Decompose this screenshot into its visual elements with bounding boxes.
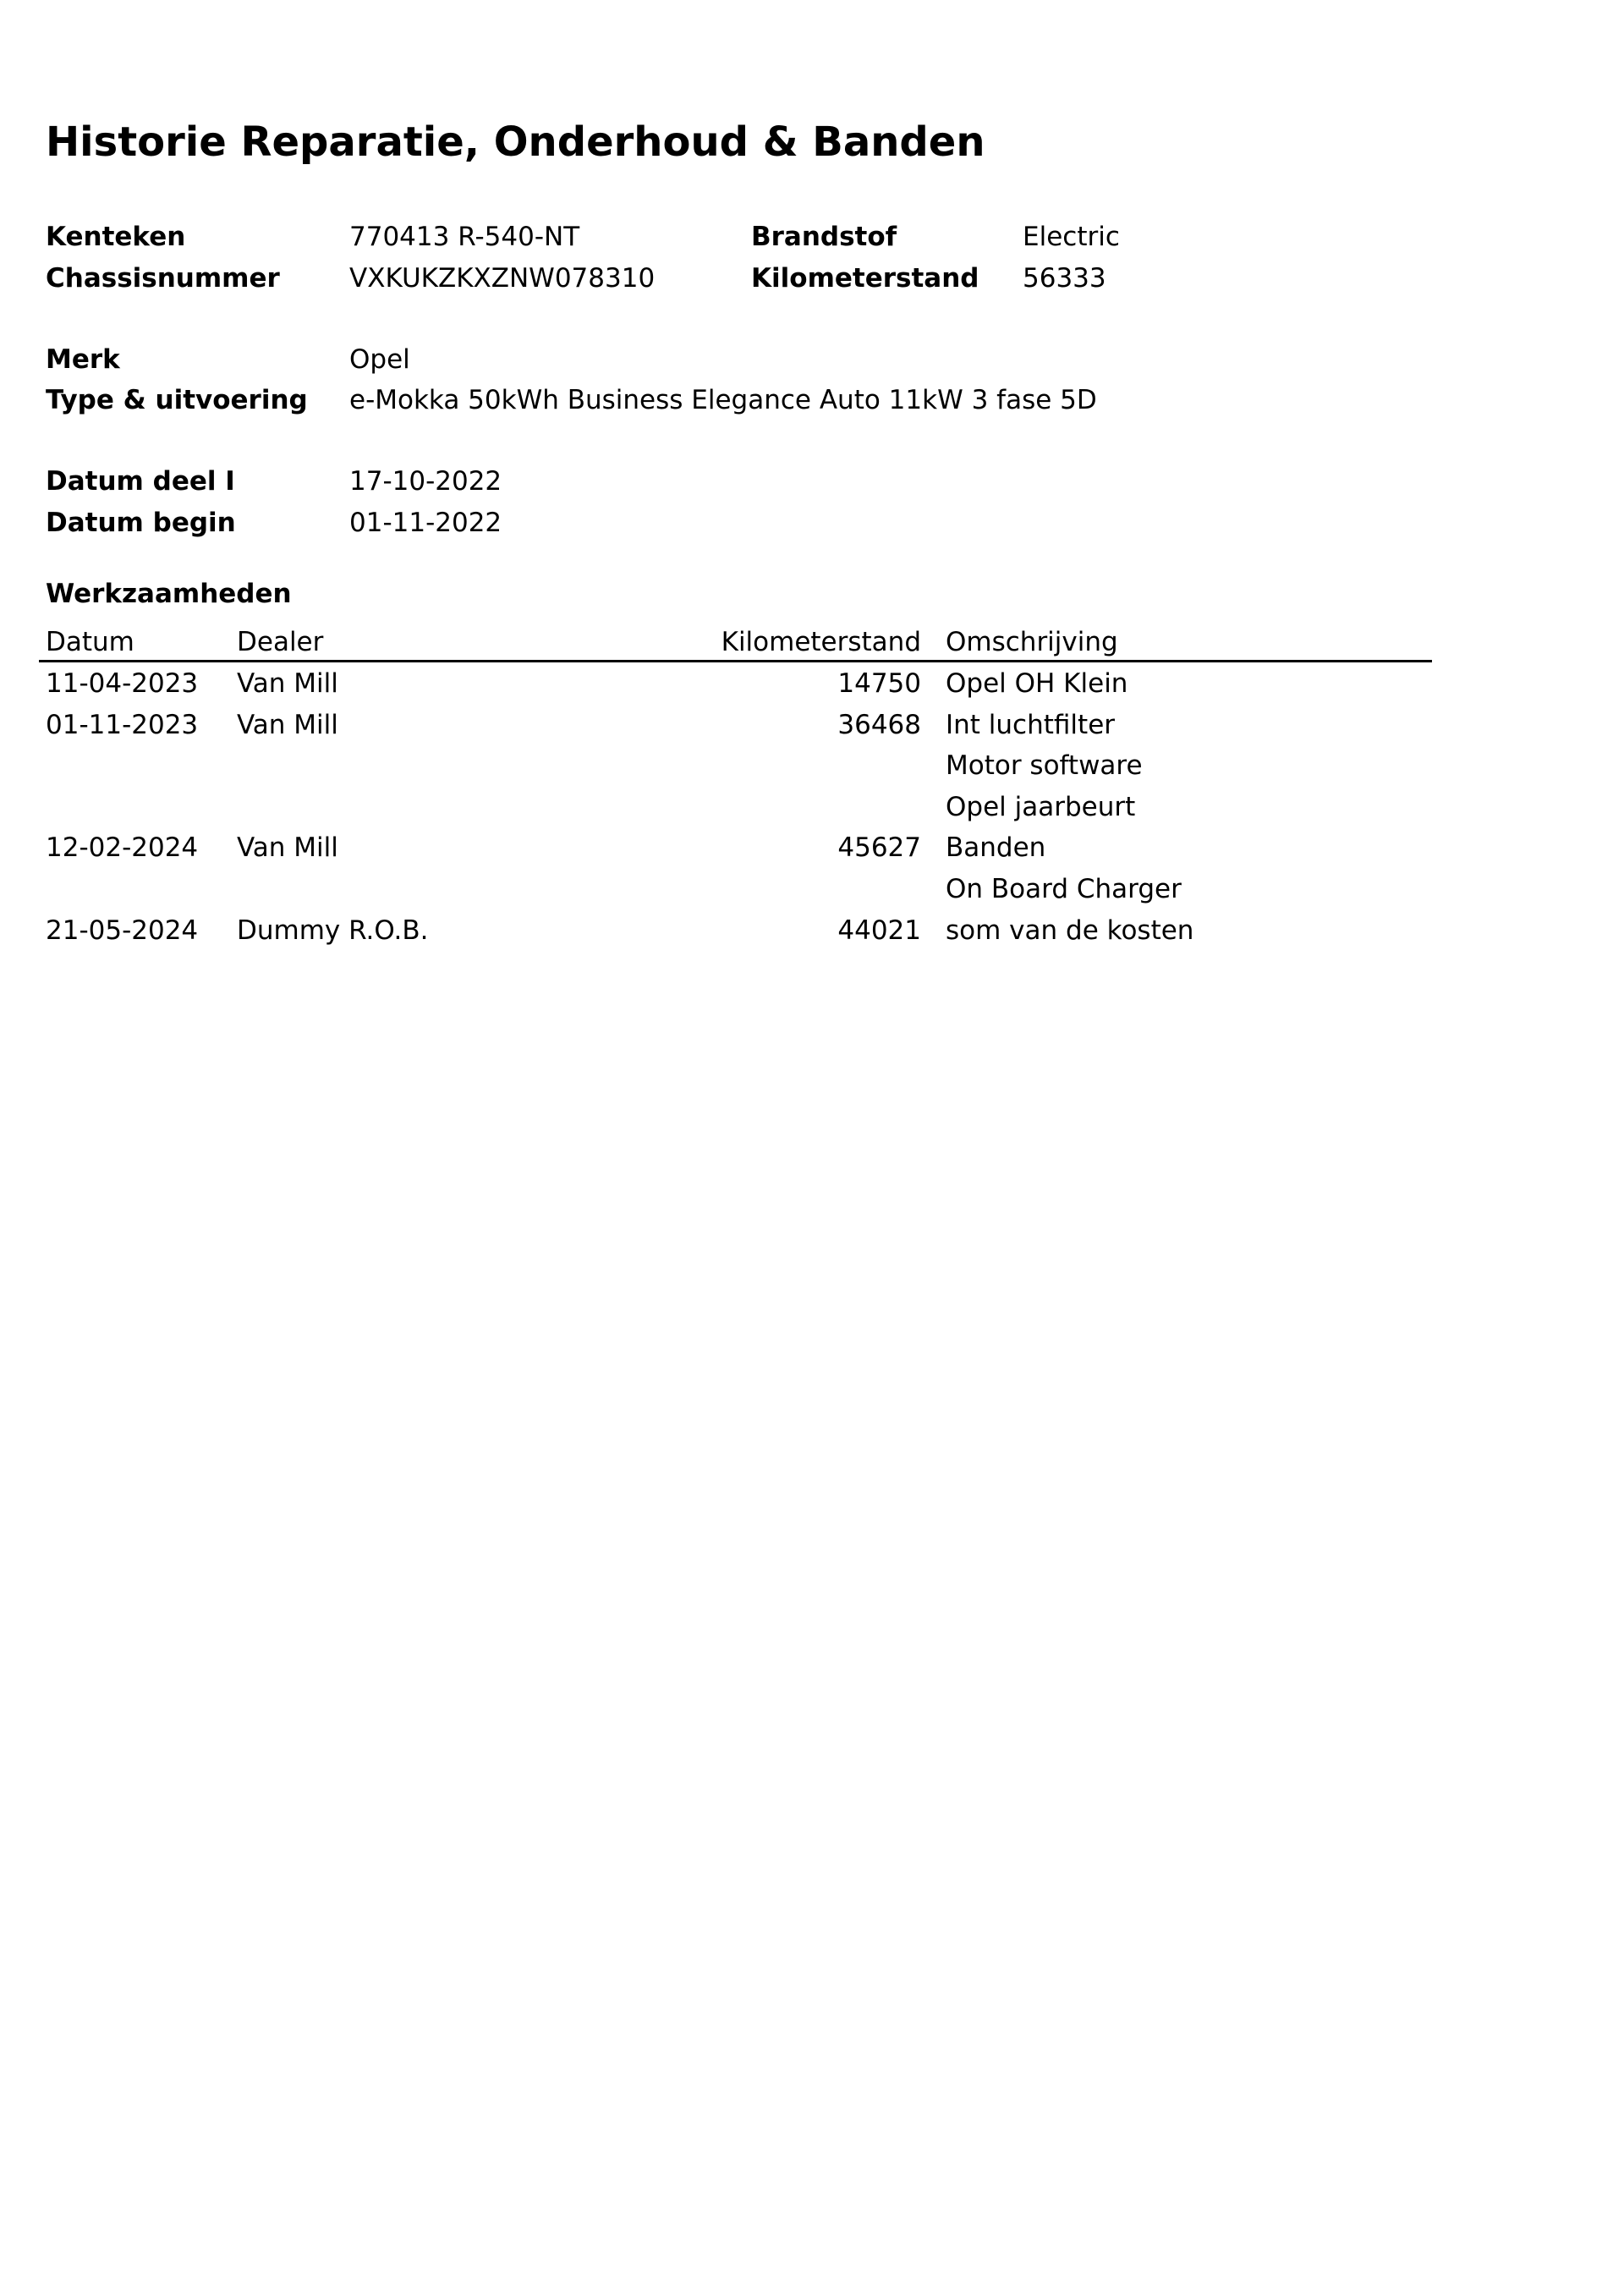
row-kilometerstand: 44021 [837, 915, 921, 946]
type-uitvoering-value: e-Mokka 50kWh Business Elegance Auto 11kW 3 fase 5D [349, 385, 1097, 415]
row-omschrijving: som van de kosten [946, 915, 1194, 946]
kenteken-value: 770413 R-540-NT [349, 222, 580, 252]
datum-deel-label: Datum deel I [46, 466, 235, 497]
header-datum: Datum [46, 627, 134, 657]
datum-begin-label: Datum begin [46, 508, 236, 538]
row-omschrijving: Int luchtfilter [946, 710, 1116, 740]
table-header-rule [39, 660, 1432, 662]
row-kilometerstand: 14750 [837, 668, 921, 699]
row-omschrijving: Opel jaarbeurt [946, 792, 1136, 822]
kenteken-label: Kenteken [46, 222, 186, 252]
row-dealer: Van Mill [237, 832, 338, 863]
header-omschrijving: Omschrijving [946, 627, 1118, 657]
chassisnummer-label: Chassisnummer [46, 263, 280, 294]
page-title: Historie Reparatie, Onderhoud & Banden [46, 118, 985, 166]
row-datum: 11-04-2023 [46, 668, 199, 699]
merk-label: Merk [46, 344, 120, 375]
row-omschrijving: Motor software [946, 750, 1143, 781]
row-datum: 21-05-2024 [46, 915, 199, 946]
type-uitvoering-label: Type & uitvoering [46, 385, 308, 415]
kilometerstand-label: Kilometerstand [751, 263, 979, 294]
datum-deel-value: 17-10-2022 [349, 466, 502, 497]
chassisnummer-value: VXKUKZKXZNW078310 [349, 263, 656, 294]
header-dealer: Dealer [237, 627, 324, 657]
row-datum: 01-11-2023 [46, 710, 199, 740]
row-datum: 12-02-2024 [46, 832, 199, 863]
row-dealer: Van Mill [237, 710, 338, 740]
merk-value: Opel [349, 344, 410, 375]
row-dealer: Van Mill [237, 668, 338, 699]
kilometerstand-value: 56333 [1023, 263, 1106, 294]
brandstof-value: Electric [1023, 222, 1120, 252]
row-kilometerstand: 45627 [837, 832, 921, 863]
row-omschrijving: On Board Charger [946, 874, 1182, 904]
brandstof-label: Brandstof [751, 222, 897, 252]
row-kilometerstand: 36468 [837, 710, 921, 740]
row-omschrijving: Opel OH Klein [946, 668, 1128, 699]
row-omschrijving: Banden [946, 832, 1046, 863]
datum-begin-value: 01-11-2022 [349, 508, 502, 538]
werkzaamheden-title: Werkzaamheden [46, 579, 292, 609]
header-kilometerstand: Kilometerstand [721, 627, 921, 657]
row-dealer: Dummy R.O.B. [237, 915, 429, 946]
